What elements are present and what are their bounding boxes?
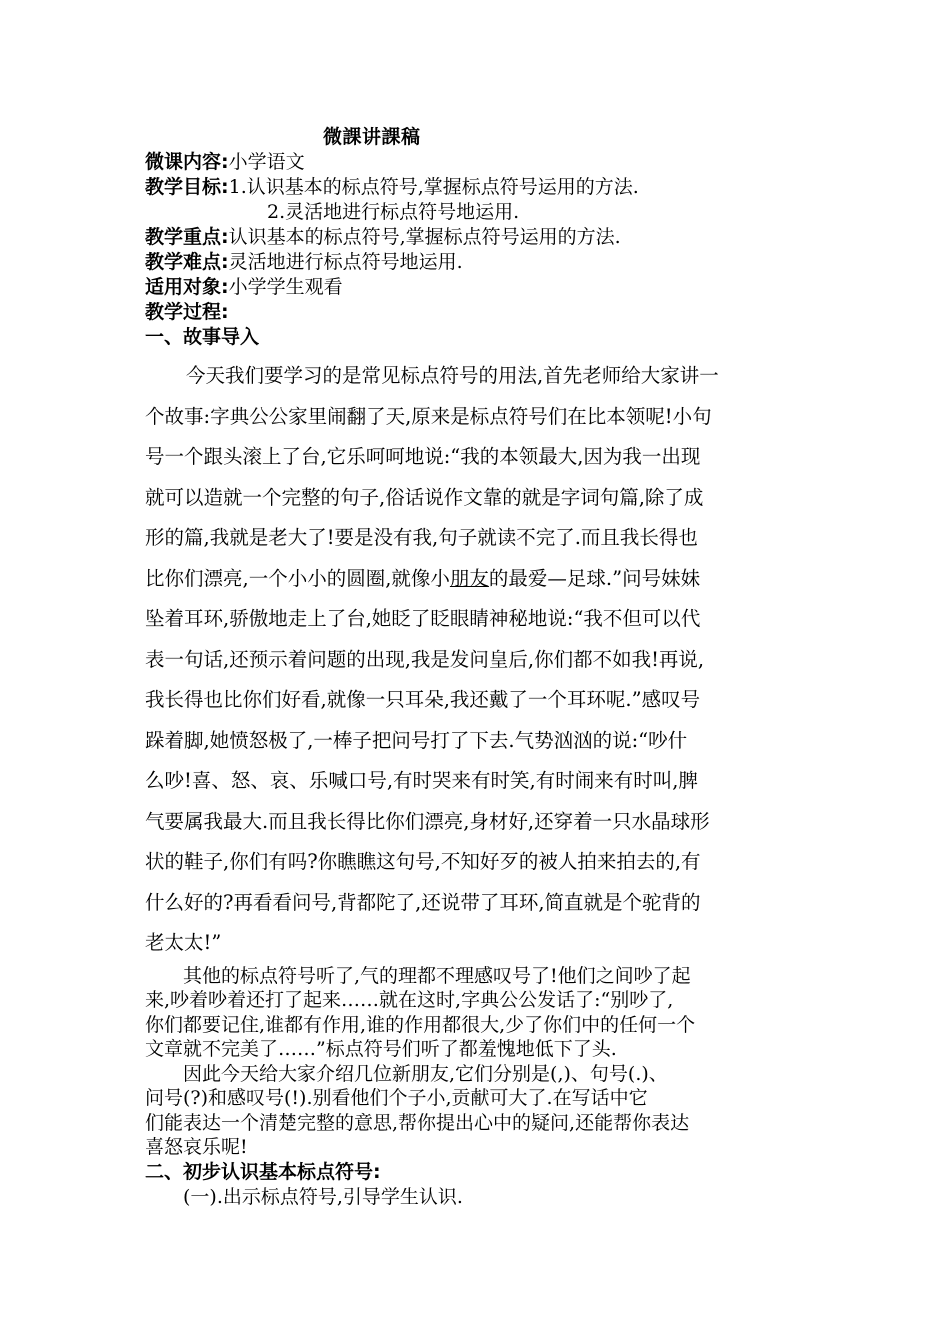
- meta-value: 灵活地进行标点符号地运用.: [228, 251, 463, 273]
- story-line: 跺着脚,她愤怒极了,一棒子把问号打了下去.气势汹汹的说:“吵什: [145, 728, 688, 752]
- meta-key: 教学重点:: [145, 226, 229, 248]
- paragraph-line: 们能表达一个清楚完整的意思,帮你提出心中的疑问,还能帮你表达: [145, 1111, 690, 1134]
- paragraph-3: [145, 1062, 825, 1160]
- paragraph-2: [145, 964, 825, 1062]
- story-line: 个故事:字典公公家里闹翻了天,原来是标点符号们在比本领呢!小句: [145, 404, 712, 428]
- meta-audience: [145, 275, 825, 300]
- story-paragraph: [145, 356, 825, 964]
- story-line: 表一句话,还预示着问题的出现,我是发问皇后,你们都不如我!再说,: [145, 647, 705, 671]
- meta-value: 认识基本的标点符号,掌握标点符号运用的方法.: [228, 226, 621, 248]
- meta-value: 1.认识基本的标点符号,掌握标点符号运用的方法.: [228, 176, 639, 198]
- story-line: 形的篇,我就是老大了!要是没有我,句子就读不完了.而且我长得也: [145, 526, 698, 549]
- story-line: 号一个跟头滚上了台,它乐呵呵地说:“我的本领最大,因为我一出现: [145, 445, 701, 468]
- paragraph-line: 来,吵着吵着还打了起来……就在这时,字典公公发话了:“别吵了,: [145, 989, 674, 1011]
- section-heading-1: 一、故事导入: [145, 326, 260, 348]
- paragraph-line: 喜怒哀乐呢!: [145, 1136, 248, 1158]
- meta-block: [145, 150, 825, 325]
- story-line: 气要属我最大.而且我长得比你们漂亮,身材好,还穿着一只水晶球形: [145, 809, 710, 833]
- meta-goal: [145, 175, 825, 200]
- story-text: 的最爱—足球.”问号妹妹: [488, 566, 701, 590]
- meta-content: [145, 150, 825, 175]
- story-line: 坠着耳环,骄傲地走上了台,她眨了眨眼睛神秘地说:“我不但可以代: [145, 607, 701, 630]
- meta-key: 教学过程:: [145, 301, 229, 323]
- meta-goal-2: [145, 200, 825, 225]
- meta-key: 教学难点:: [145, 251, 229, 273]
- meta-difficulty: [145, 250, 825, 275]
- meta-key-point: [145, 225, 825, 250]
- underlined-word: 朋友: [449, 566, 489, 590]
- paragraph-line: 你们都要记住,谁都有作用,谁的作用都很大,少了你们中的任何一个: [145, 1013, 696, 1036]
- step-item: (一).出示标点符号,引导学生认识.: [183, 1185, 463, 1208]
- section-heading-2: 二、初步认识基本标点符号:: [145, 1160, 381, 1183]
- document-page: [145, 124, 825, 1210]
- paragraph-line: 文章就不完美了……”标点符号们听了都羞愧地低下了头.: [145, 1038, 617, 1060]
- meta-key: 适用对象:: [145, 276, 229, 298]
- meta-process: [145, 300, 825, 325]
- meta-value: 2.灵活地进行标点符号地运用.: [267, 201, 520, 223]
- paragraph-line: 其他的标点符号听了,气的理都不理感叹号了!他们之间吵了起: [183, 964, 691, 987]
- story-line: 就可以造就一个完整的句子,俗话说作文靠的就是字词句篇,除了成: [145, 485, 704, 509]
- meta-value: 小学语文: [228, 151, 305, 173]
- story-line: 老太太!”: [145, 931, 222, 954]
- meta-key: 教学目标:: [145, 176, 229, 198]
- story-text: 比你们漂亮,一个小小的圆圈,就像小: [145, 566, 450, 590]
- story-line: [145, 559, 825, 600]
- document-title: 微課讲課稿: [323, 126, 421, 148]
- meta-key: 微课内容:: [145, 151, 229, 173]
- paragraph-line: 因此今天给大家介绍几位新朋友,它们分别是(,)、句号(.)、: [183, 1062, 668, 1085]
- story-line: 什么好的?再看看问号,背都陀了,还说带了耳环,简直就是个驼背的: [145, 890, 701, 914]
- story-line: 状的鞋子,你们有吗?你瞧瞧这句号,不知好歹的被人拍来拍去的,有: [145, 850, 701, 873]
- story-line: 么吵!喜、怒、哀、乐喊口号,有时哭来有时笑,有时闹来有时叫,脾: [145, 769, 698, 792]
- story-line: 我长得也比你们好看,就像一只耳朵,我还戴了一个耳环呢.”感叹号: [145, 688, 701, 711]
- meta-value: 小学学生观看: [228, 276, 343, 298]
- paragraph-line: 问号(?)和感叹号(!).别看他们个子小,贡献可大了.在写话中它: [145, 1087, 648, 1109]
- story-line: 今天我们要学习的是常见标点符号的用法,首先老师给大家讲一: [186, 364, 719, 387]
